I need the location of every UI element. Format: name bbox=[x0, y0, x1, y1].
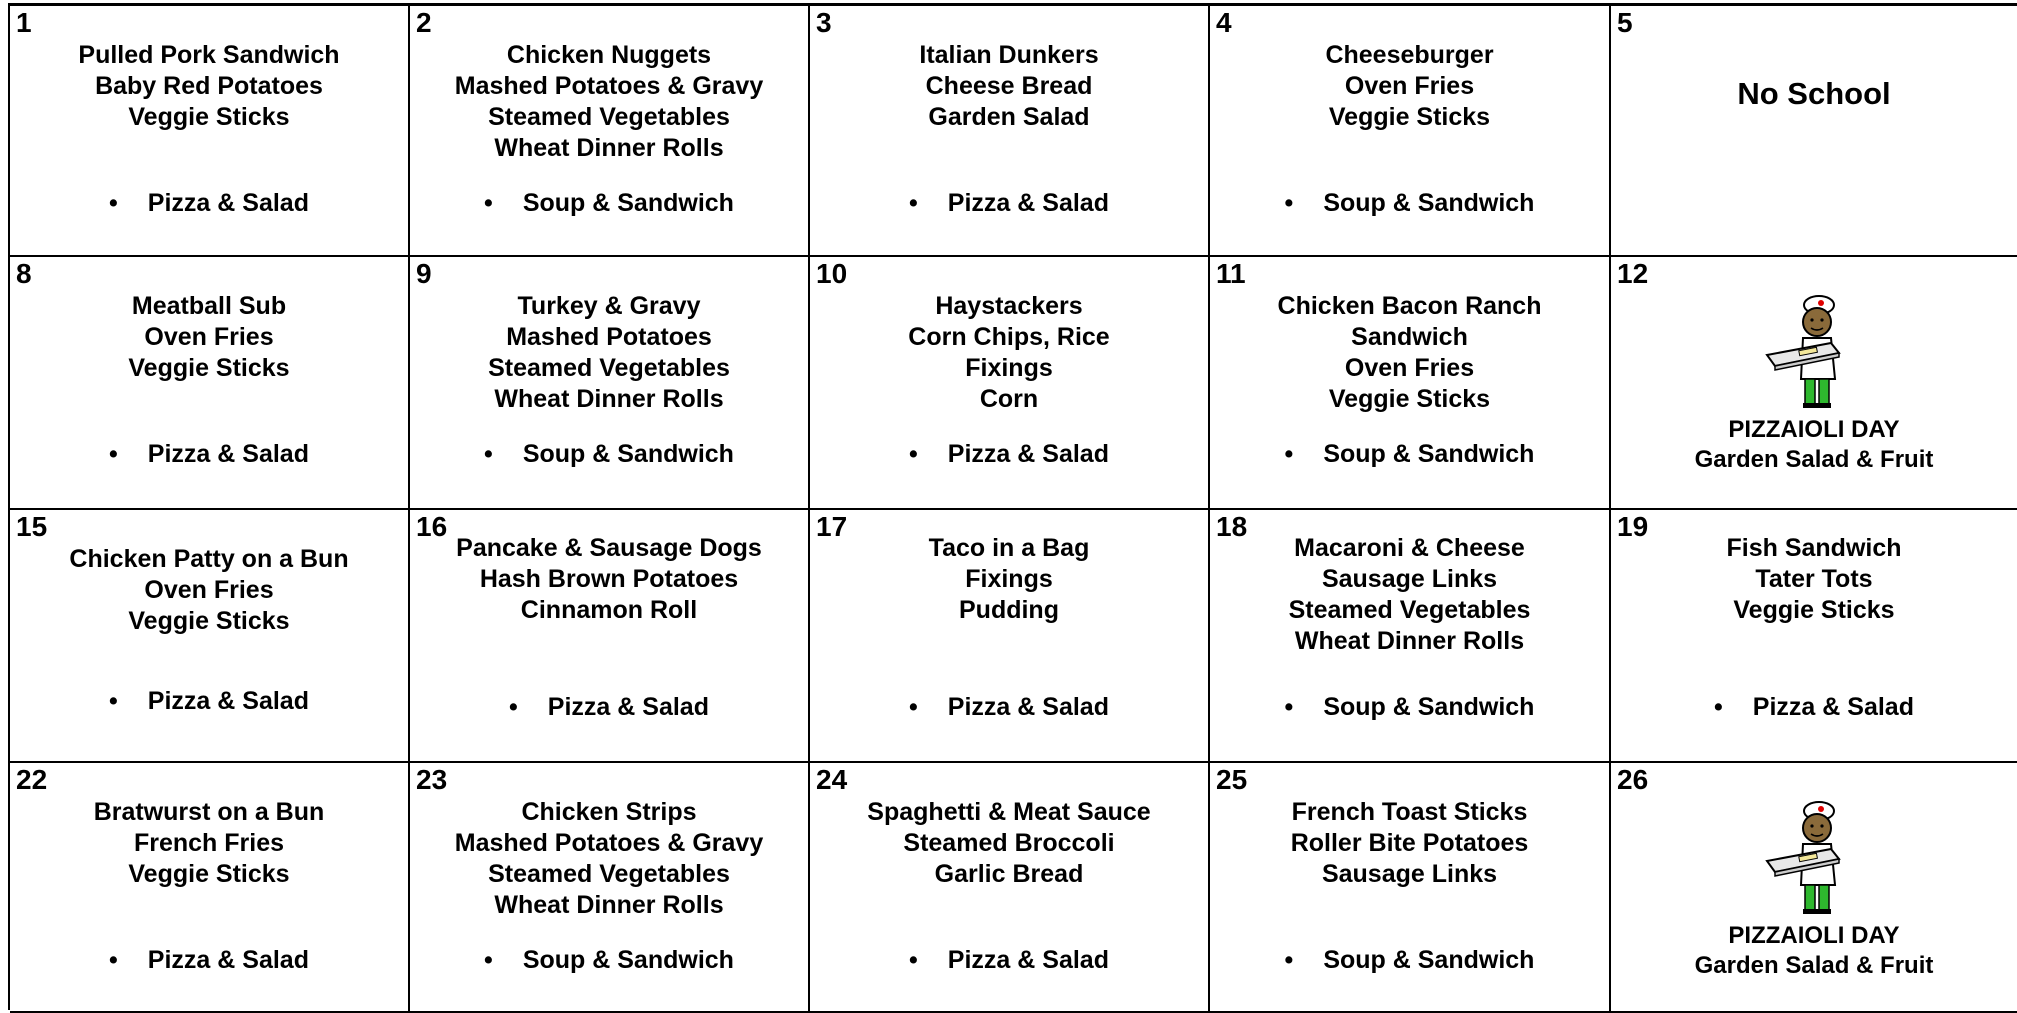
alternate-option bbox=[810, 439, 1208, 470]
alternate-option bbox=[810, 945, 1208, 976]
menu-item: Veggie Sticks bbox=[1328, 385, 1491, 413]
alternate-label: Soup & Sandwich bbox=[522, 440, 734, 468]
day-cell bbox=[10, 510, 410, 763]
bullet: • bbox=[1284, 440, 1294, 468]
bullet: • bbox=[109, 946, 118, 974]
menu-item: Steamed Broccoli bbox=[903, 829, 1115, 857]
menu-item: Wheat Dinner Rolls bbox=[494, 385, 724, 413]
alternate-option bbox=[1210, 439, 1609, 470]
chef-icon bbox=[1611, 293, 2017, 418]
alternate-option bbox=[810, 692, 1208, 723]
menu-items bbox=[1611, 533, 2017, 626]
bullet: • bbox=[484, 440, 493, 468]
alternate-option bbox=[410, 188, 808, 219]
menu-item: Chicken Patty on a Bun bbox=[69, 545, 349, 573]
menu-item: Sausage Links bbox=[1321, 860, 1498, 888]
chef-icon-graphic bbox=[1759, 799, 1869, 919]
menu-item: Steamed Vegetables bbox=[488, 103, 730, 131]
menu-item: Cheese Bread bbox=[925, 72, 1093, 100]
menu-item: Fixings bbox=[965, 354, 1053, 382]
alternate-label: Soup & Sandwich bbox=[522, 946, 734, 974]
menu-item: Bratwurst on a Bun bbox=[93, 798, 325, 826]
menu-items bbox=[1210, 291, 1609, 415]
menu-item: Pulled Pork Sandwich bbox=[78, 41, 340, 69]
chef-icon bbox=[1611, 799, 2017, 924]
menu-items bbox=[1210, 797, 1609, 890]
day-number: 9 bbox=[416, 258, 432, 289]
menu-item: Hash Brown Potatoes bbox=[479, 565, 739, 593]
day-number: 16 bbox=[416, 511, 448, 542]
menu-item: Veggie Sticks bbox=[1328, 103, 1491, 131]
day-cell bbox=[810, 257, 1210, 510]
pizzaioli-subtitle: Garden Salad & Fruit bbox=[1694, 446, 1934, 473]
menu-items bbox=[410, 40, 808, 164]
alternate-label: Soup & Sandwich bbox=[1323, 693, 1535, 721]
bullet: • bbox=[484, 946, 493, 974]
bullet: • bbox=[1714, 693, 1723, 721]
menu-item: Macaroni & Cheese bbox=[1294, 534, 1525, 562]
menu-item: Chicken Bacon Ranch bbox=[1277, 292, 1542, 320]
menu-items bbox=[10, 291, 408, 384]
lunch-menu-calendar bbox=[8, 3, 2017, 1010]
alternate-option bbox=[810, 188, 1208, 219]
pizzaioli-title: PIZZAIOLI DAY bbox=[1728, 922, 1900, 949]
day-number: 4 bbox=[1216, 7, 1232, 38]
day-cell bbox=[1611, 6, 2017, 257]
alternate-label: Soup & Sandwich bbox=[1323, 189, 1535, 217]
menu-item: Haystackers bbox=[935, 292, 1083, 320]
menu-item: Corn Chips, Rice bbox=[908, 323, 1110, 351]
alternate-label: Pizza & Salad bbox=[1752, 693, 1914, 721]
menu-items bbox=[1210, 533, 1609, 657]
menu-items bbox=[810, 533, 1208, 626]
bullet: • bbox=[1284, 946, 1294, 974]
menu-items bbox=[810, 797, 1208, 890]
menu-items bbox=[810, 40, 1208, 133]
menu-item: Mashed Potatoes bbox=[506, 323, 712, 351]
menu-item: Wheat Dinner Rolls bbox=[494, 134, 724, 162]
menu-item: Spaghetti & Meat Sauce bbox=[867, 798, 1151, 826]
menu-item: Steamed Vegetables bbox=[488, 860, 730, 888]
pizzaioli-title: PIZZAIOLI DAY bbox=[1728, 416, 1900, 443]
menu-item: Veggie Sticks bbox=[128, 607, 290, 635]
alternate-label: Soup & Sandwich bbox=[1323, 440, 1535, 468]
day-cell bbox=[1611, 510, 2017, 763]
alternate-option bbox=[1210, 945, 1609, 976]
day-cell bbox=[410, 257, 810, 510]
alternate-option bbox=[410, 692, 808, 723]
day-number: 1 bbox=[16, 7, 32, 38]
menu-item: Pudding bbox=[959, 596, 1059, 624]
day-cell bbox=[10, 257, 410, 510]
bullet: • bbox=[909, 946, 918, 974]
menu-item: Meatball Sub bbox=[131, 292, 287, 320]
menu-items bbox=[10, 544, 408, 637]
day-cell bbox=[810, 763, 1210, 1013]
menu-items bbox=[410, 291, 808, 415]
day-number: 19 bbox=[1617, 511, 1649, 542]
menu-items bbox=[410, 533, 808, 626]
day-number: 8 bbox=[16, 258, 32, 289]
alternate-label: Pizza & Salad bbox=[147, 687, 309, 715]
menu-item: Tater Tots bbox=[1755, 565, 1873, 593]
pizzaioli-subtitle: Garden Salad & Fruit bbox=[1694, 952, 1934, 979]
day-cell bbox=[10, 6, 410, 257]
menu-item: Garden Salad bbox=[928, 103, 1090, 131]
alternate-option bbox=[10, 945, 408, 976]
menu-item: Sandwich bbox=[1351, 323, 1468, 351]
day-number: 23 bbox=[416, 764, 448, 795]
menu-item: Fixings bbox=[965, 565, 1053, 593]
alternate-option bbox=[1611, 692, 2017, 723]
pizzaioli-day bbox=[1611, 921, 2017, 981]
alternate-option bbox=[10, 439, 408, 470]
day-number: 22 bbox=[16, 764, 48, 795]
day-cell bbox=[10, 763, 410, 1013]
day-number: 26 bbox=[1617, 764, 1649, 795]
day-cell bbox=[410, 763, 810, 1013]
day-cell bbox=[410, 510, 810, 763]
menu-item: Oven Fries bbox=[1344, 72, 1475, 100]
alternate-option bbox=[10, 188, 408, 219]
bullet: • bbox=[909, 440, 918, 468]
alternate-label: Pizza & Salad bbox=[947, 440, 1109, 468]
bullet: • bbox=[484, 189, 493, 217]
day-number: 17 bbox=[816, 511, 848, 542]
menu-item: Steamed Vegetables bbox=[1288, 596, 1531, 624]
day-number: 3 bbox=[816, 7, 832, 38]
day-cell bbox=[1210, 257, 1611, 510]
day-number: 24 bbox=[816, 764, 848, 795]
menu-item: Veggie Sticks bbox=[1733, 596, 1895, 624]
alternate-label: Pizza & Salad bbox=[547, 693, 709, 721]
menu-item: French Toast Sticks bbox=[1291, 798, 1528, 826]
bullet: • bbox=[109, 687, 118, 715]
menu-item: Oven Fries bbox=[144, 576, 274, 604]
bullet: • bbox=[1284, 693, 1294, 721]
alternate-option bbox=[1210, 188, 1609, 219]
menu-item: Chicken Strips bbox=[521, 798, 697, 826]
alternate-option bbox=[410, 945, 808, 976]
day-number: 12 bbox=[1617, 258, 1649, 289]
menu-item: French Fries bbox=[133, 829, 285, 857]
day-cell bbox=[810, 6, 1210, 257]
menu-item: Wheat Dinner Rolls bbox=[494, 891, 724, 919]
menu-item: Cheeseburger bbox=[1325, 41, 1494, 69]
day-cell bbox=[1210, 6, 1611, 257]
menu-item: Veggie Sticks bbox=[128, 103, 290, 131]
bullet: • bbox=[109, 440, 118, 468]
bullet: • bbox=[909, 693, 918, 721]
pizzaioli-day bbox=[1611, 415, 2017, 475]
menu-items bbox=[10, 797, 408, 890]
bullet: • bbox=[509, 693, 518, 721]
menu-item: Mashed Potatoes & Gravy bbox=[454, 72, 764, 100]
day-cell bbox=[410, 6, 810, 257]
menu-item: Oven Fries bbox=[1344, 354, 1475, 382]
day-number: 25 bbox=[1216, 764, 1248, 795]
alternate-label: Soup & Sandwich bbox=[1323, 946, 1535, 974]
alternate-label: Pizza & Salad bbox=[147, 946, 309, 974]
menu-item: Turkey & Gravy bbox=[517, 292, 701, 320]
menu-item: Veggie Sticks bbox=[128, 860, 290, 888]
bullet: • bbox=[909, 189, 918, 217]
menu-item: Roller Bite Potatoes bbox=[1290, 829, 1529, 857]
day-cell bbox=[1210, 510, 1611, 763]
menu-items bbox=[810, 291, 1208, 415]
menu-item: Mashed Potatoes & Gravy bbox=[454, 829, 764, 857]
alternate-label: Pizza & Salad bbox=[947, 946, 1109, 974]
day-cell bbox=[810, 510, 1210, 763]
alternate-label: Pizza & Salad bbox=[947, 693, 1109, 721]
day-number: 11 bbox=[1216, 258, 1246, 289]
alternate-label: Soup & Sandwich bbox=[522, 189, 734, 217]
no-school-note: No School bbox=[1737, 76, 1891, 111]
menu-item: Italian Dunkers bbox=[919, 41, 1099, 69]
alternate-label: Pizza & Salad bbox=[947, 189, 1109, 217]
alternate-option bbox=[10, 686, 408, 717]
menu-items bbox=[10, 40, 408, 133]
day-number: 10 bbox=[816, 258, 848, 289]
day-cell bbox=[1611, 257, 2017, 510]
bullet: • bbox=[109, 189, 118, 217]
alternate-option bbox=[1210, 692, 1609, 723]
menu-item: Pancake & Sausage Dogs bbox=[456, 534, 762, 562]
day-number: 5 bbox=[1617, 7, 1633, 38]
alternate-label: Pizza & Salad bbox=[147, 440, 309, 468]
day-number: 15 bbox=[16, 511, 48, 542]
menu-item: Baby Red Potatoes bbox=[95, 72, 323, 100]
alternate-option bbox=[410, 439, 808, 470]
alternate-label: Pizza & Salad bbox=[147, 189, 309, 217]
menu-item: Wheat Dinner Rolls bbox=[1294, 627, 1525, 655]
menu-item: Steamed Vegetables bbox=[488, 354, 730, 382]
menu-item: Oven Fries bbox=[144, 323, 274, 351]
day-number: 18 bbox=[1216, 511, 1248, 542]
menu-items bbox=[1210, 40, 1609, 133]
chef-icon-graphic bbox=[1759, 293, 1869, 413]
menu-item: Chicken Nuggets bbox=[506, 41, 712, 69]
menu-item: Cinnamon Roll bbox=[520, 596, 698, 624]
day-cell bbox=[1611, 763, 2017, 1013]
menu-item: Corn bbox=[979, 385, 1039, 413]
day-number: 2 bbox=[416, 7, 432, 38]
menu-item: Veggie Sticks bbox=[128, 354, 290, 382]
menu-item: Sausage Links bbox=[1321, 565, 1498, 593]
menu-item: Garlic Bread bbox=[934, 860, 1084, 888]
menu-item: Fish Sandwich bbox=[1726, 534, 1902, 562]
day-cell bbox=[1210, 763, 1611, 1013]
menu-items bbox=[410, 797, 808, 921]
bullet: • bbox=[1284, 189, 1294, 217]
menu-item: Taco in a Bag bbox=[928, 534, 1090, 562]
